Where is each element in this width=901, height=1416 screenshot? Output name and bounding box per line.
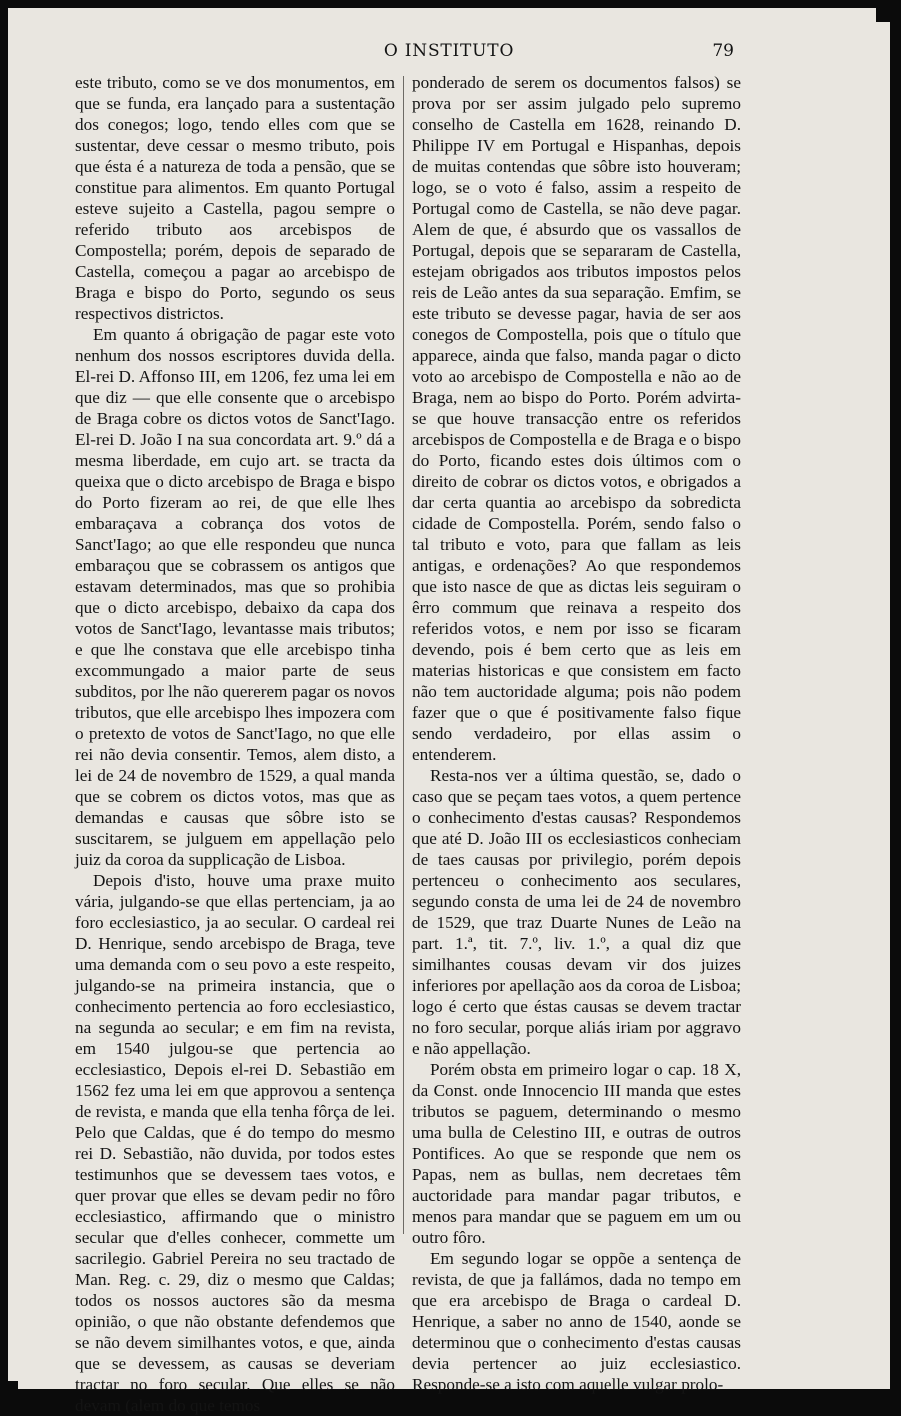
page-corner-mark: [876, 0, 898, 22]
scanned-page: [8, 8, 890, 1415]
column-divider: [403, 76, 404, 1234]
page-corner-mark: [0, 1381, 18, 1397]
paragraph: Depois d'isto, houve uma praxe muito vária, julgando-se que ellas pertenciam, ja ao foro ecclesiastico, ja ao secular. O cardeal rei D. Henrique, sendo arcebispo de Braga, teve uma demanda com o seu povo a este respeito, julgando-se na primeira instancia, que o conhecimento pertencia ao foro ecclesiastico, na segunda ao secular; e em fim na revista, em 1540 julgou-se que pertencia ao ecclesiastico, Depois el-rei D. Sebastião em 1562 fez uma lei em que approvou a sentença de revista, e manda que ella tenha fôrça de lei. Pelo que Caldas, que é do tempo do mesmo rei D. Sebastião, não duvida, por todos estes testimunhos que se devessem taes votos, e quer provar que elles se devam pedir no fôro ecclesiastico, affirmando que o ministro secular que d'elles conhecer, commette um sacrilegio. Gabriel Pereira no seu tractado de Man. Reg. c. 29, diz o mesmo que Caldas; todos os nossos auctores são da mesma opinião, o que não obstante defendemos que se não devem similhantes votos, e que, ainda que se devessem, as causas se deveriam tractar no foro secular. Que elles se não devam (alem do que temos: [75, 871, 395, 1415]
paragraph: ponderado de serem os documentos falsos) se prova por ser assim julgado pelo supremo conselho de Castella em 1628, reinando D. Philippe IV em Portugal e Hispanhas, depois de muitas contendas que sôbre isto houveram; logo, se o voto é falso, assim a respeito de Portugal como de Castella, se não deve pagar. Alem de que, é absurdo que os vassallos de Portugal, depois que se separaram de Castella, estejam obrigados aos tributos impostos pelos reis de Leão antes da sua separação. Emfim, se este tributo se devesse pagar, havia de ser aos conegos de Compostella, pois que o título que apparece, ainda que falso, manda pagar o dicto voto ao arcebispo de Compostella e não ao de Braga, nem ao bispo do Porto. Porém advirta-se que houve transacção entre os referidos arcebispos de Compostella e de Braga e o bispo do Porto, ficando estes dois últimos com o direito de cobrar os dictos votos, e obrigados a dar certa quantia ao arcebispo da sobredicta cidade de Compostella. Porém, sendo falso o tal tributo e voto, para que fallam as leis antigas, e ordenações? Ao que respondemos que isto nasce de que as dictas leis seguiram o êrro commum que reinava a respeito dos referidos votos, e nem por isso se ficaram devendo, pois é bem certo que as leis em materias historicas e que consistem em facto não tem auctoridade alguma; pois não podem fazer que o que é positivamente falso fique sendo verdadeiro, por ellas assim o entenderem.: [412, 73, 741, 764]
paragraph: este tributo, como se ve dos monumentos, em que se funda, era lançado para a sustentação dos conegos; logo, tendo elles com que se sustentar, deve cessar o mesmo tributo, pois que ésta é a natureza de toda a pensão, que se constitue para alimentos. Em quanto Portugal esteve sujeito a Castella, pagou sempre o referido tributo aos arcebispos de Compostella; porém, depois de separado de Castella, começou a pagar ao arcebispo de Braga e bispo do Porto, segundo os seus respectivos districtos.: [75, 73, 395, 323]
running-header: [8, 41, 890, 65]
paragraph: Em segundo logar se oppõe a sentença de revista, de que ja fallámos, dada no tempo em que era arcebispo de Braga o cardeal D. Henrique, a saber no anno de 1540, aonde se determinou que o conhecimento d'estas causas devia pertencer ao juiz ecclesiastico. Responde-se a isto com aquelle vulgar prolo-: [412, 1249, 741, 1394]
paragraph: Em quanto á obrigação de pagar este voto nenhum dos nossos escriptores duvida della. El-rei D. Affonso III, em 1206, fez uma lei em que diz — que elle consente que o arcebispo de Braga cobre os dictos votos de Sanct'Iago. El-rei D. João I na sua concordata art. 9.º dá a mesma liberdade, em cujo art. se tracta da queixa que o dicto arcebispo de Braga e bispo do Porto fizeram ao rei, de que elle lhes embaraçava a cobrança dos votos de Sanct'Iago; ao que elle respondeu que nunca embaraçou que se cobrassem os antigos que estavam determinados, mas que so prohibia que o dicto arcebispo, debaixo da capa dos votos de Sanct'Iago, levantasse mais tributos; e que lhe constava que elle arcebispo tinha excommungado a maior parte de seus subditos, por lhe não quererem pagar os novos tributos, que elle arcebispo lhes impozera com o pretexto de votos de Sanct'Iago, no que elle rei não devia consentir. Temos, alem disto, a lei de 24 de novembro de 1529, a qual manda que se cobrem os dictos votos, mas que as demandas e causas que sôbre isto se suscitarem, se julguem em appellação pelo juiz da coroa da supplicação de Lisboa.: [75, 325, 395, 869]
left-text-column: [75, 72, 395, 1416]
paragraph: Porém obsta em primeiro logar o cap. 18 X, da Const. onde Innocencio III manda que estes tributos se paguem, determinando o mesmo uma bulla de Celestino III, e outras de outros Pontifices. Ao que se responde que nem os Papas, nem as bullas, nem decretaes têm auctoridade para mandar pagar tributos, e menos para mandar que se paguem em um ou outro fôro.: [412, 1060, 741, 1247]
page-number: 79: [712, 41, 734, 61]
journal-title: O INSTITUTO: [383, 41, 515, 61]
paragraph: Resta-nos ver a última questão, se, dado o caso que se peçam taes votos, a quem pertence o conhecimento d'estas causas? Respondemos que até D. João III os ecclesiasticos conheciam de taes causas por privilegio, porém depois pertenceu o conhecimento aos seculares, segundo consta de uma lei de 24 de novembro de 1529, que traz Duarte Nunes de Leão na part. 1.ª, tit. 7.º, liv. 1.º, a qual diz que similhantes cousas devam vir dos juizes inferiores por apellação aos da coroa de Lisboa; logo é certo que éstas causas se devem tractar no foro secular, porque aliás iriam por aggravo e não appellação.: [412, 766, 741, 1058]
right-text-column: [412, 72, 741, 1395]
